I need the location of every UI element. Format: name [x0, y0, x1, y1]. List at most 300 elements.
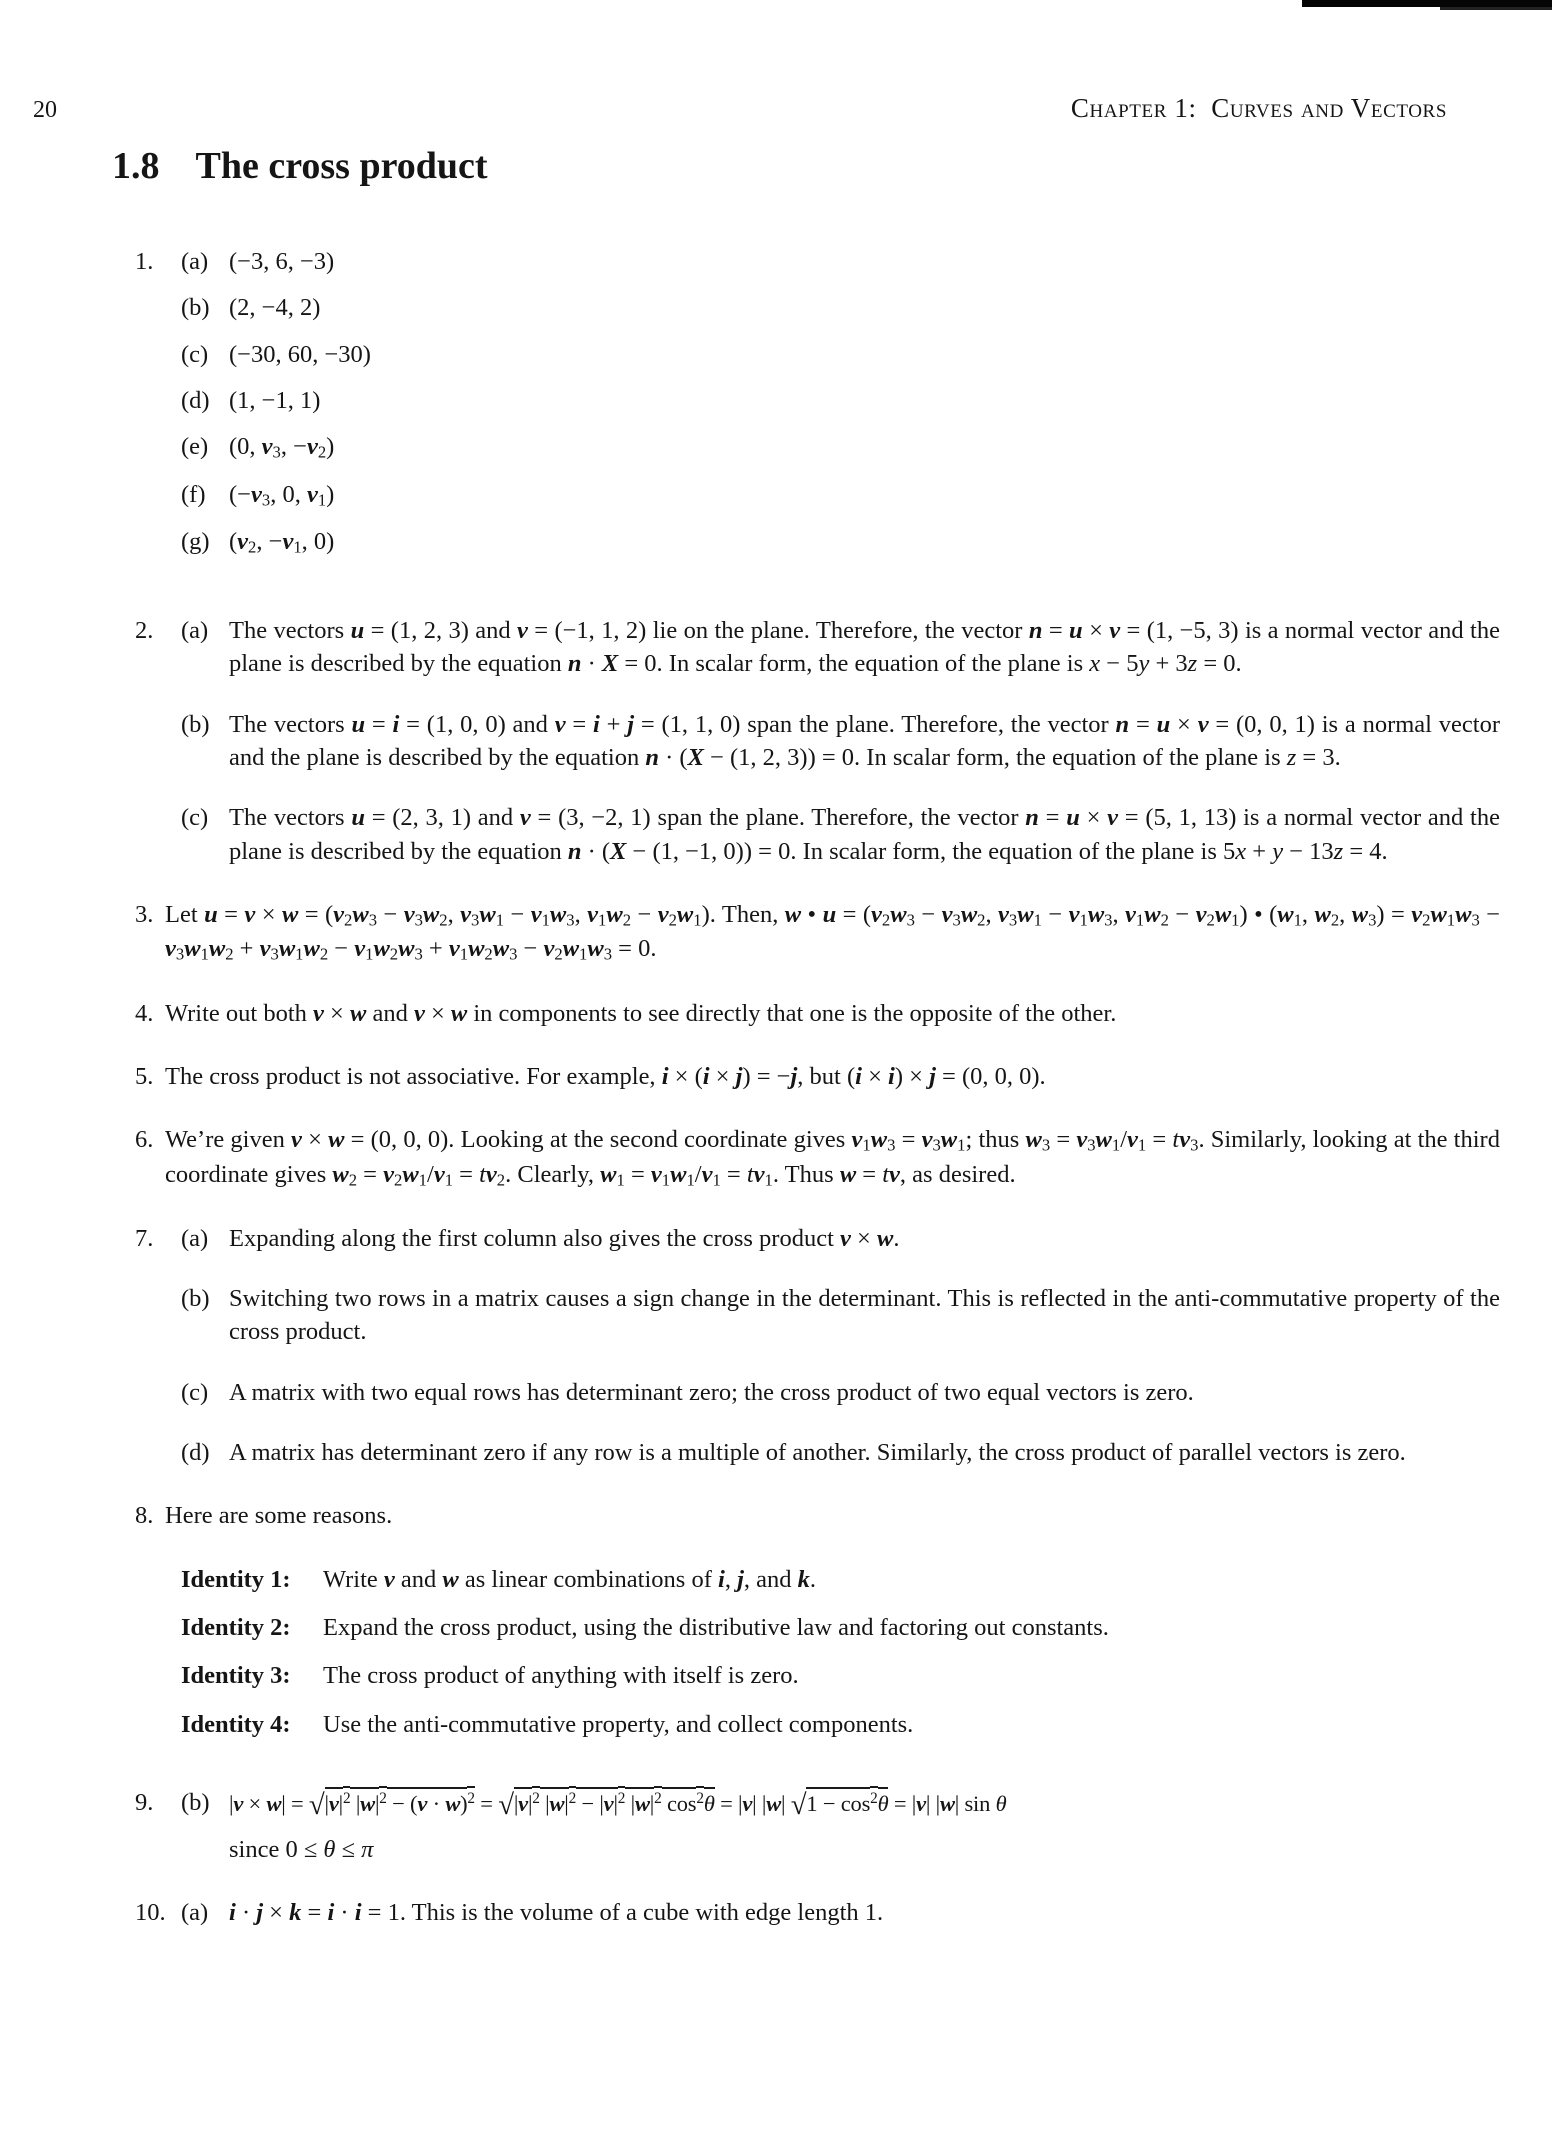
text-run: 3	[175, 944, 185, 964]
text-run: = (0, 0, 1) is a normal vector and the plane is described by the equation	[229, 710, 1500, 772]
text-run: .	[809, 1565, 816, 1593]
text-run: ,	[574, 901, 588, 929]
text-run: j	[790, 1062, 798, 1090]
text-run: w	[373, 935, 390, 963]
text-run: v	[871, 901, 882, 929]
text-run: 3	[932, 1135, 941, 1155]
identity-4-text	[323, 1708, 1500, 1741]
text-run: 2	[1330, 910, 1340, 930]
text-run: |	[350, 1787, 360, 1816]
item-5-text	[165, 1060, 1500, 1093]
text-run: 1	[1293, 910, 1302, 930]
text-run: w	[890, 901, 907, 929]
part-label: (a)	[181, 248, 209, 275]
text-run: +	[599, 710, 628, 738]
text-run: v	[261, 433, 273, 461]
text-run: w	[600, 1160, 617, 1188]
text-run: w	[450, 999, 468, 1027]
text-run: ) =	[1376, 901, 1412, 929]
text-run: i	[718, 1565, 725, 1593]
text-run: w	[184, 935, 201, 963]
text-run: 1	[862, 1135, 871, 1155]
text-run: 1	[541, 910, 550, 930]
text-run: 1	[693, 910, 702, 930]
text-run: w	[676, 901, 694, 929]
text-run: w	[940, 1126, 958, 1154]
text-run: w	[398, 935, 415, 963]
text-run: (2, −4, 2)	[229, 294, 321, 322]
item-7-part-b	[181, 1282, 1500, 1349]
text-run: w	[960, 901, 978, 929]
text-run: −	[328, 935, 355, 963]
text-run: •	[801, 901, 823, 929]
text-run: |	[564, 1787, 568, 1816]
text-run: u	[351, 710, 366, 738]
identity-2-label: Identity 2:	[181, 1614, 291, 1642]
text-run: 2	[394, 1170, 403, 1190]
text-run: 2	[496, 1170, 506, 1190]
part-text	[229, 614, 1500, 681]
item-5-number: 5.	[135, 1062, 154, 1090]
text-run: v	[403, 901, 415, 929]
text-run: =	[1050, 1126, 1077, 1154]
text-run: w	[266, 1791, 282, 1817]
part-text	[229, 1282, 1500, 1349]
item-1-body	[181, 245, 1500, 572]
text-run: |	[339, 1787, 343, 1816]
text-run: v	[291, 1126, 302, 1154]
text-run: |	[781, 1791, 791, 1817]
text-run: w	[352, 901, 369, 929]
text-run: w	[468, 935, 485, 963]
text-run: = (2, 3, 1) and	[364, 804, 520, 832]
part-label: (a)	[181, 1224, 209, 1252]
item-8-number: 8.	[135, 1502, 154, 1530]
identity-1	[181, 1563, 1500, 1596]
part-text	[229, 338, 1500, 371]
part-label: (b)	[181, 294, 210, 322]
text-run: w	[1017, 901, 1034, 929]
text-run: 1	[1033, 910, 1042, 930]
item-2-part-a	[181, 614, 1500, 681]
text-run: 2	[439, 910, 448, 930]
text-run: = (0, 0, 0).	[935, 1062, 1046, 1090]
text-run: ,	[724, 1565, 738, 1593]
text-run: | |	[752, 1791, 767, 1817]
text-run: 2	[389, 944, 399, 964]
text-run: +	[1246, 837, 1273, 865]
text-run: 3	[509, 944, 518, 964]
text-run: v	[657, 901, 669, 929]
text-run: v	[333, 901, 345, 929]
text-run: i	[327, 1899, 335, 1927]
text-run: |	[625, 1787, 635, 1816]
text-run: (−	[229, 480, 251, 508]
text-run: v	[1068, 901, 1080, 929]
text-run: w	[349, 999, 367, 1027]
text-run: −	[1041, 901, 1069, 929]
text-run: ·	[581, 650, 602, 678]
item-6-number: 6.	[135, 1126, 154, 1154]
text-run: w	[1277, 901, 1294, 929]
text-run: =	[217, 901, 245, 929]
text-run: v	[701, 1160, 713, 1188]
text-run: u	[1066, 804, 1080, 832]
text-run: 3	[887, 1135, 896, 1155]
section-title	[112, 146, 488, 188]
text-run: y	[1272, 837, 1284, 865]
text-run: |	[650, 1787, 654, 1816]
text-run: ×	[861, 1062, 889, 1090]
text-run: 2	[343, 1786, 350, 1807]
text-run: 1	[295, 944, 304, 964]
text-run: 1	[1111, 1135, 1121, 1155]
text-run: θ	[995, 1791, 1007, 1817]
item-7-body	[181, 1222, 1500, 1470]
text-run: u	[351, 804, 365, 832]
text-run: =	[301, 1899, 328, 1927]
text-run: v	[485, 1160, 497, 1188]
scan-artifact-bar	[1302, 0, 1552, 7]
text-run: j	[735, 1062, 743, 1090]
text-run: 2	[348, 1170, 358, 1190]
text-run: j	[929, 1062, 936, 1090]
text-run: ). Then,	[701, 901, 785, 929]
item-9-part-b	[181, 1786, 1500, 1866]
text-run: = 0.	[612, 935, 657, 963]
text-run: −	[1168, 901, 1196, 929]
text-run: v	[851, 1126, 863, 1154]
text-run: =	[565, 710, 594, 738]
text-run: u	[822, 901, 837, 929]
text-run: u	[204, 901, 218, 929]
text-run: 2	[379, 1786, 386, 1807]
part-text	[229, 1786, 1500, 1866]
text-run: w	[1430, 901, 1447, 929]
text-run: and	[394, 1565, 443, 1593]
text-run: − 5	[1100, 650, 1139, 678]
text-run: w	[670, 1160, 687, 1188]
text-run: The vectors	[229, 710, 352, 738]
item-10	[135, 1896, 1500, 1929]
text-run: /	[1120, 1126, 1128, 1154]
text-run: w	[278, 935, 296, 963]
item-10-body	[181, 1896, 1500, 1929]
text-run: X	[687, 744, 704, 772]
identity-1-text	[323, 1563, 1500, 1596]
text-run: ,	[985, 901, 999, 929]
page-number: 20	[33, 97, 57, 123]
text-run: = (1, −5, 3) is a normal vector and the plane is described by the equation	[229, 617, 1500, 678]
part-label: (d)	[181, 1439, 210, 1467]
item-1-part-a	[181, 245, 1500, 278]
text-run: z	[1286, 744, 1297, 772]
text-run: 1	[686, 1170, 695, 1190]
part-text	[229, 525, 1500, 559]
text-run: 3	[952, 910, 961, 930]
text-run: as linear combinations of	[458, 1565, 718, 1593]
item-8-body	[165, 1499, 1500, 1756]
item-9-number: 9.	[135, 1788, 154, 1816]
part-label: (c)	[181, 1378, 209, 1406]
text-run: v	[921, 1126, 933, 1154]
text-run: i	[661, 1062, 669, 1090]
part-text	[229, 291, 1500, 324]
text-run: w	[402, 1160, 419, 1188]
text-run: ×	[424, 999, 451, 1027]
text-run: − |	[576, 1787, 604, 1816]
text-run: x	[1089, 650, 1101, 678]
text-run: (1, −1, 1)	[229, 386, 321, 414]
section-number: 1.8	[112, 145, 160, 187]
text-run: 2	[248, 537, 257, 557]
text-run: t	[1172, 1126, 1180, 1154]
text-run: +	[422, 935, 449, 963]
part-label: (a)	[181, 1899, 209, 1927]
text-run: v	[889, 1160, 900, 1188]
part-text	[229, 1376, 1500, 1409]
text-run: 3	[414, 910, 423, 930]
text-run: +	[233, 935, 260, 963]
text-run: w	[1314, 901, 1331, 929]
text-run: , and	[743, 1565, 798, 1593]
text-run: ×	[1082, 617, 1110, 645]
text-run: 3	[603, 944, 613, 964]
text-run: =	[720, 1160, 747, 1188]
text-run: 1	[418, 1170, 427, 1190]
text-run: v	[329, 1787, 339, 1816]
text-run: v	[433, 1160, 445, 1188]
text-run: n	[1115, 710, 1130, 738]
part-label: (b)	[181, 1285, 210, 1313]
text-run: = |	[888, 1791, 917, 1817]
text-run: Write out both	[165, 999, 314, 1027]
text-run: |	[514, 1787, 518, 1816]
text-run: z	[1187, 650, 1198, 678]
text-run: w	[870, 1126, 888, 1154]
text-run: x	[1235, 837, 1247, 865]
text-run: v	[517, 617, 528, 645]
item-3-number: 3.	[135, 901, 154, 929]
text-run: 3	[1087, 1135, 1096, 1155]
text-run: )	[326, 480, 335, 508]
text-run: A matrix with two equal rows has determinant zero; the cross product of two equal vectors is zero.	[229, 1378, 1194, 1406]
text-run: )	[326, 433, 335, 461]
text-run: ,	[1339, 901, 1352, 929]
text-run: v	[998, 901, 1009, 929]
item-1-part-c	[181, 338, 1500, 371]
text-run: ×	[243, 1791, 267, 1817]
text-run: w	[422, 901, 440, 929]
text-run: =	[856, 1160, 883, 1188]
text-run: 3	[471, 910, 480, 930]
text-run: w	[303, 935, 320, 963]
item-1-part-e	[181, 430, 1500, 464]
text-run: 1	[200, 944, 209, 964]
text-run: 1	[1446, 910, 1456, 930]
text-run: . Thus	[772, 1160, 840, 1188]
text-run: 1	[661, 1170, 671, 1190]
item-6-text	[165, 1123, 1500, 1192]
text-run: = (1, 2, 3) and	[364, 617, 517, 645]
text-run: ) • (	[1239, 901, 1278, 929]
text-run: =	[474, 1791, 499, 1817]
text-run: ,	[1301, 901, 1315, 929]
text-run: 2	[554, 944, 563, 964]
text-run: ) ×	[894, 1062, 930, 1090]
item-4-number: 4.	[135, 999, 154, 1027]
identity-3-label: Identity 3:	[181, 1662, 291, 1690]
text-run: v	[413, 999, 425, 1027]
text-run: 3	[566, 910, 575, 930]
text-run: + 3	[1149, 650, 1188, 678]
text-run: = (0, 0, 0). Looking at the second coordinate gives	[344, 1126, 852, 1154]
text-run: We’re given	[165, 1126, 292, 1154]
part-label: (c)	[181, 804, 209, 832]
text-run: − 13	[1283, 837, 1334, 865]
text-run: =	[1042, 617, 1070, 645]
text-run: −	[504, 901, 531, 929]
text-run: 3	[1104, 910, 1113, 930]
item-3	[135, 898, 1500, 967]
text-run: v	[604, 1787, 614, 1816]
text-run: t	[479, 1160, 486, 1188]
text-run: Expanding along the first column also gives the cross product	[229, 1224, 841, 1252]
text-run: |	[375, 1787, 379, 1816]
text-run: (0,	[229, 433, 262, 461]
text-run: Expand the cross product, using the distributive law and factoring out constants.	[323, 1614, 1109, 1642]
identities-list	[181, 1563, 1500, 1741]
item-2-number: 2.	[135, 617, 154, 645]
text-run: √	[498, 1788, 514, 1821]
text-run: w	[939, 1791, 955, 1817]
text-run: 3	[1041, 1135, 1051, 1155]
text-run: = 4.	[1343, 837, 1388, 865]
item-1-part-f	[181, 478, 1500, 512]
text-run: |	[613, 1787, 617, 1816]
text-run: Use the anti-commutative property, and collect components.	[323, 1710, 914, 1738]
text-run: v	[1109, 617, 1121, 645]
text-run: × (	[668, 1062, 703, 1090]
item-7-part-d	[181, 1436, 1500, 1469]
text-run: w	[1095, 1126, 1112, 1154]
text-run: 2	[344, 910, 353, 930]
text-run: 2	[696, 1786, 703, 1807]
text-run: ×	[263, 1899, 290, 1927]
item-8-intro	[165, 1499, 1500, 1532]
text-run: 2	[569, 1786, 576, 1807]
text-run: v	[518, 1787, 528, 1816]
text-run: in components to see directly that one is the opposite of the other.	[467, 999, 1117, 1027]
text-run: 1	[764, 1170, 773, 1190]
text-run: 2	[881, 910, 891, 930]
text-run: = (1, 1, 0) span the plane. Therefore, the vector	[634, 710, 1116, 738]
identity-4-label: Identity 4:	[181, 1710, 291, 1738]
text-run: 3	[272, 442, 281, 462]
text-run: n	[567, 650, 582, 678]
part-text	[229, 384, 1500, 417]
text-run: . Clearly,	[505, 1160, 601, 1188]
text-run: ×	[323, 999, 350, 1027]
text-run: 1	[293, 537, 302, 557]
text-run: 1	[317, 490, 327, 510]
part-label: (g)	[181, 527, 210, 555]
text-run: cos	[662, 1787, 697, 1816]
text-run: 1	[495, 910, 505, 930]
text-run: | sin	[954, 1791, 996, 1817]
text-run: w	[492, 935, 510, 963]
text-run: i	[888, 1062, 895, 1090]
identity-4	[181, 1708, 1500, 1741]
text-run: 3	[1471, 910, 1480, 930]
text-run: v	[282, 527, 294, 555]
text-run: ≤	[335, 1836, 362, 1864]
text-run: j	[256, 1899, 264, 1927]
part-text	[229, 430, 1500, 464]
text-run: ×	[709, 1062, 736, 1090]
text-run: v	[354, 935, 366, 963]
text-run: 1	[579, 944, 588, 964]
text-run: v	[543, 935, 555, 963]
item-4-text	[165, 997, 1500, 1030]
text-run: k	[797, 1565, 810, 1593]
text-run: π	[361, 1836, 374, 1864]
item-4	[135, 997, 1500, 1030]
text-run: 3	[368, 910, 378, 930]
text-run: v	[530, 901, 542, 929]
text-run: X	[610, 837, 627, 865]
text-run: ·	[427, 1787, 445, 1816]
text-run: |	[325, 1787, 329, 1816]
text-run: | =	[281, 1791, 309, 1817]
text-run: v	[916, 1791, 926, 1817]
text-run: ·	[235, 1899, 257, 1927]
text-run: /	[427, 1160, 434, 1188]
text-run: ×	[1079, 804, 1108, 832]
item-10-part-a	[181, 1896, 1500, 1929]
item-7	[135, 1222, 1500, 1470]
identity-3-text	[323, 1659, 1500, 1692]
item-9-body	[181, 1786, 1500, 1866]
item-1-part-b	[181, 291, 1500, 324]
text-run: t	[882, 1160, 890, 1188]
text-run: 3	[414, 944, 423, 964]
text-run: = 0. In scalar form, the equation of the plane is	[618, 650, 1090, 678]
identity-1-label: Identity 1:	[181, 1565, 291, 1593]
text-run: k	[289, 1899, 302, 1927]
text-run: 3	[261, 490, 271, 510]
text-run: 2	[1160, 910, 1169, 930]
text-run: 1	[598, 910, 607, 930]
text-run: √	[790, 1788, 807, 1821]
text-run: |	[540, 1787, 550, 1816]
text-run: v	[519, 804, 531, 832]
text-run: , 0)	[301, 527, 335, 555]
since-condition	[229, 1833, 1500, 1866]
text-run: v	[742, 1791, 753, 1817]
text-run: j	[627, 710, 635, 738]
text-run: =	[453, 1160, 480, 1188]
text-run: 2	[225, 944, 234, 964]
part-text	[229, 708, 1500, 775]
text-run: v	[650, 1160, 662, 1188]
text-run: The vectors	[229, 617, 351, 645]
text-run: 1	[1079, 910, 1088, 930]
text-run: i	[702, 1062, 710, 1090]
text-run: v	[1411, 901, 1423, 929]
text-run: Here are some reasons.	[165, 1502, 393, 1530]
identity-2-text	[323, 1611, 1500, 1644]
